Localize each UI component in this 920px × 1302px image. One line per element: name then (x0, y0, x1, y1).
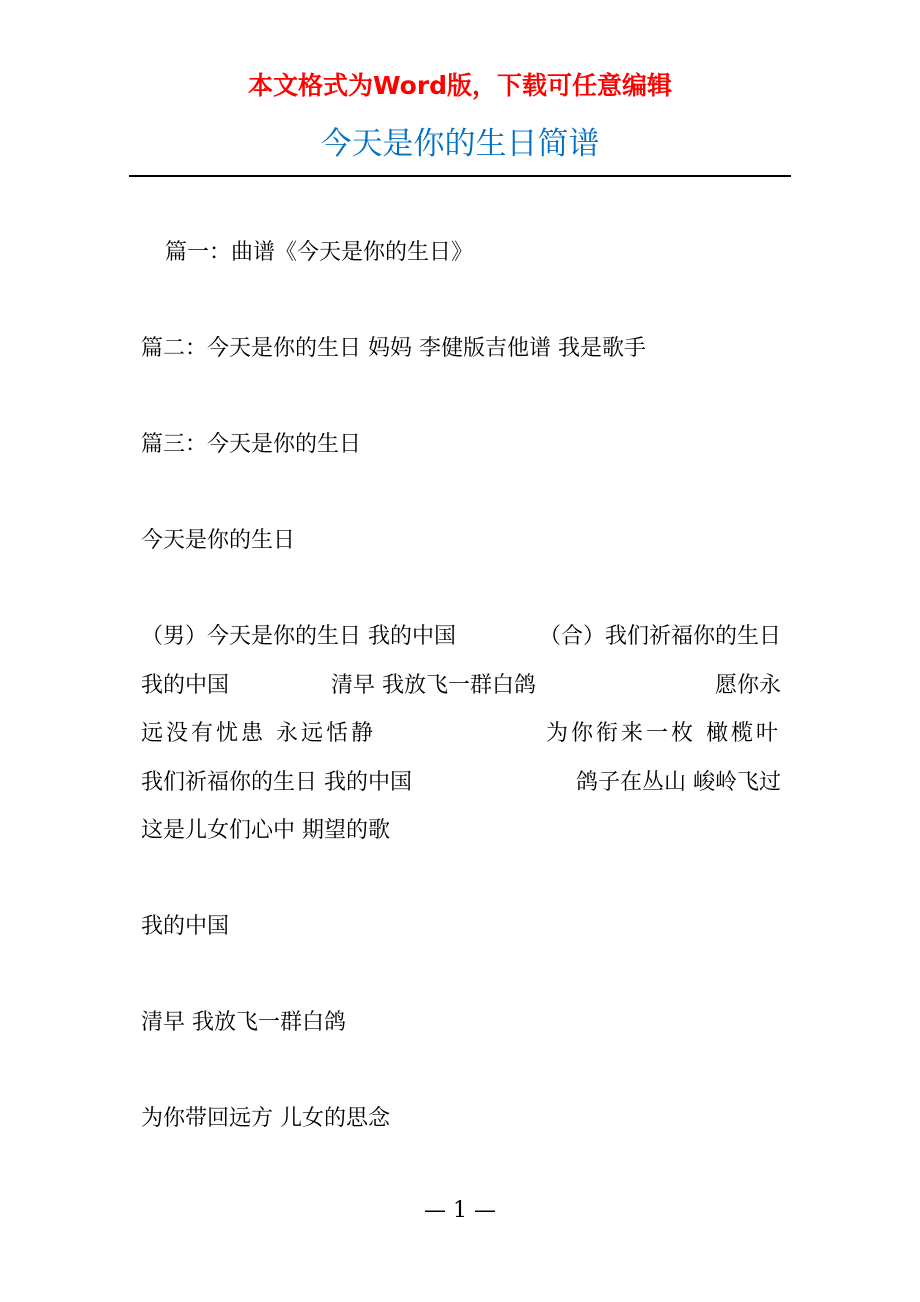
lyrics-line (141, 807, 781, 856)
lyrics-segment: 清早 我放飞一群白鸽 (331, 672, 536, 698)
paragraph-lyrics: 清早 我放飞一群白鸽 (141, 1010, 346, 1035)
lyrics-line (141, 710, 781, 759)
paragraph-lyrics: 为你带回远方 儿女的思念 (141, 1106, 390, 1131)
lyrics-segment: （男）今天是你的生日 我的中国 (141, 624, 456, 649)
lyrics-line (141, 759, 781, 808)
lyrics-segment: 我们祈福你的生日 我的中国 (141, 769, 412, 795)
download-banner: 本文格式为Word版，下载可任意编辑 (247, 71, 673, 100)
lyrics-block (141, 613, 781, 856)
paragraph-song-heading: 今天是你的生日 (141, 528, 296, 553)
page-number: — 1 — (424, 1198, 496, 1223)
document-title: 今天是你的生日简谱 (320, 126, 600, 162)
lyrics-segment: （合）我们祈福你的生日 (538, 624, 781, 649)
lyrics-segment: 远没有忧患 永远恬静 (141, 721, 376, 746)
lyrics-segment: 鸽子在丛山 峻岭飞过 (576, 769, 781, 795)
lyrics-segment: 我的中国 (141, 672, 230, 698)
lyrics-line (141, 613, 781, 662)
paragraph-part-two: 篇二：今天是你的生日 妈妈 李健版吉他谱 我是歌手 (141, 336, 646, 361)
lyrics-segment: 为你衔来一枚 橄榄叶 (546, 721, 781, 746)
lyrics-segment: 这是儿女们心中 期望的歌 (141, 818, 390, 843)
lyrics-segment: 愿你永 (714, 672, 781, 698)
paragraph-lyrics: 我的中国 (141, 914, 230, 939)
paragraph-part-one: 篇一：曲谱《今天是你的生日》 (165, 240, 474, 265)
title-divider (129, 175, 791, 177)
lyrics-line (141, 662, 781, 711)
paragraph-part-three: 篇三：今天是你的生日 (141, 432, 362, 457)
